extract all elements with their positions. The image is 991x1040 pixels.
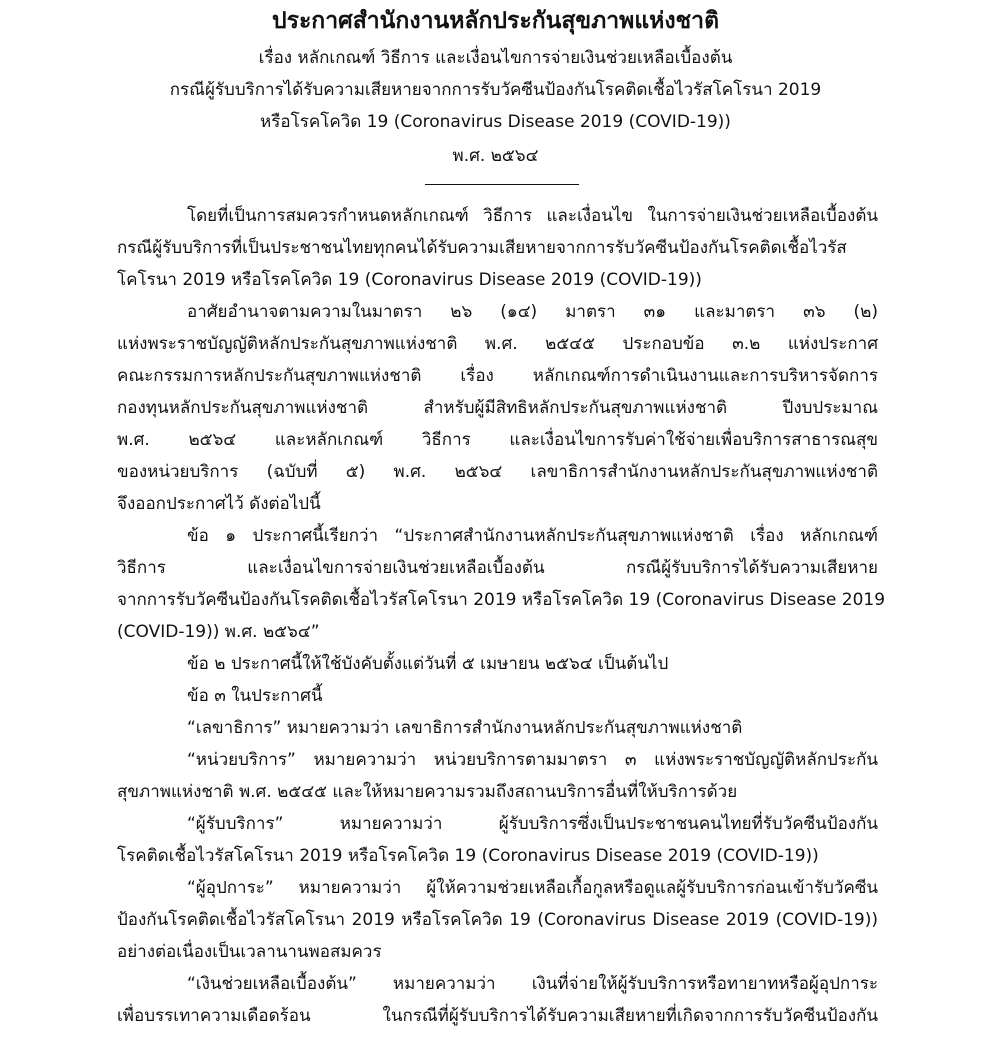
definition-line: สุขภาพแห่งชาติ พ.ศ. ๒๕๔๕ และให้หมายความรวมถึงสถานบริการอื่นที่ให้บริการด้วย	[117, 782, 738, 802]
clause-1-line: จากการรับวัคซีนป้องกันโรคติดเชื้อไวรัสโคโรนา 2019 หรือโรคโควิด 19 (Coronavirus Disease 2019	[117, 590, 886, 610]
definition-line: “เงินช่วยเหลือเบื้องต้น” หมายความว่า เงินที่จ่ายให้ผู้รับบริการหรือทายาทหรือผู้อุปการะ	[187, 974, 878, 994]
body-line: โคโรนา 2019 หรือโรคโควิด 19 (Coronavirus Disease 2019 (COVID-19))	[117, 270, 702, 290]
definition-line: “หน่วยบริการ” หมายความว่า หน่วยบริการตามมาตรา ๓ แห่งพระราชบัญญัติหลักประกัน	[187, 750, 878, 770]
definition-line: “ผู้รับบริการ” หมายความว่า ผู้รับบริการซึ่งเป็นประชาชนคนไทยที่รับวัคซีนป้องกัน	[187, 814, 878, 834]
definition-line: เพื่อบรรเทาความเดือดร้อน ในกรณีที่ผู้รับบริการได้รับความเสียหายที่เกิดจากการรับวัคซีนป้องกัน	[117, 1006, 878, 1026]
body-line: คณะกรรมการหลักประกันสุขภาพแห่งชาติ เรื่อง หลักเกณฑ์การดำเนินงานและการบริหารจัดการ	[117, 366, 878, 386]
definition-line: ป้องกันโรคติดเชื้อไวรัสโคโรนา 2019 หรือโรคโควิด 19 (Coronavirus Disease 2019 (COVID-19))	[117, 910, 878, 930]
body-line: อาศัยอำนาจตามความในมาตรา ๒๖ (๑๔) มาตรา ๓๑ และมาตรา ๓๖ (๒)	[187, 302, 878, 322]
definition-line: “เลขาธิการ” หมายความว่า เลขาธิการสำนักงานหลักประกันสุขภาพแห่งชาติ	[187, 718, 743, 738]
subject-line-1: เรื่อง หลักเกณฑ์ วิธีการ และเงื่อนไขการจ่ายเงินช่วยเหลือเบื้องต้น	[258, 48, 733, 68]
definition-line: โรคติดเชื้อไวรัสโคโรนา 2019 หรือโรคโควิด 19 (Coronavirus Disease 2019 (COVID-19))	[117, 846, 819, 866]
body-line: กรณีผู้รับบริการที่เป็นประชาชนไทยทุกคนได้รับความเสียหายจากการรับวัคซีนป้องกันโรคติดเชื้อไวรัส	[117, 238, 847, 258]
clause-1-line: (COVID-19)) พ.ศ. ๒๕๖๔”	[117, 622, 320, 642]
body-line: โดยที่เป็นการสมควรกำหนดหลักเกณฑ์ วิธีการ และเงื่อนไข ในการจ่ายเงินช่วยเหลือเบื้องต้น	[187, 206, 878, 226]
definition-line: อย่างต่อเนื่องเป็นเวลานานพอสมควร	[117, 942, 382, 962]
body-line: กองทุนหลักประกันสุขภาพแห่งชาติ สำหรับผู้มีสิทธิหลักประกันสุขภาพแห่งชาติ ปีงบประมาณ	[117, 398, 878, 418]
clause-1-line: วิธีการ และเงื่อนไขการจ่ายเงินช่วยเหลือเบื้องต้น กรณีผู้รับบริการได้รับความเสียหาย	[117, 558, 878, 578]
subject-line-2: กรณีผู้รับบริการได้รับความเสียหายจากการรับวัคซีนป้องกันโรคติดเชื้อไวรัสโคโรนา 2019	[169, 80, 822, 100]
body-line: พ.ศ. ๒๕๖๔ และหลักเกณฑ์ วิธีการ และเงื่อนไขการรับค่าใช้จ่ายเพื่อบริการสาธารณสุข	[117, 430, 878, 450]
definition-line: “ผู้อุปการะ” หมายความว่า ผู้ให้ความช่วยเหลือเกื้อกูลหรือดูแลผู้รับบริการก่อนเข้ารับวัคซีน	[187, 878, 878, 898]
body-line: แห่งพระราชบัญญัติหลักประกันสุขภาพแห่งชาติ พ.ศ. ๒๕๔๕ ประกอบข้อ ๓.๒ แห่งประกาศ	[117, 334, 878, 354]
subject-line-3: หรือโรคโควิด 19 (Coronavirus Disease 2019 (COVID-19))	[260, 112, 731, 132]
clause-1-line: ข้อ ๑ ประกาศนี้เรียกว่า “ประกาศสำนักงานหลักประกันสุขภาพแห่งชาติ เรื่อง หลักเกณฑ์	[187, 526, 878, 546]
document-title: ประกาศสำนักงานหลักประกันสุขภาพแห่งชาติ	[271, 8, 720, 34]
clause-2-line: ข้อ ๒ ประกาศนี้ให้ใช้บังคับตั้งแต่วันที่ ๕ เมษายน ๒๕๖๔ เป็นต้นไป	[187, 654, 669, 674]
document-year: พ.ศ. ๒๕๖๔	[452, 146, 539, 166]
title-divider	[425, 184, 579, 185]
body-line: จึงออกประกาศไว้ ดังต่อไปนี้	[117, 494, 321, 514]
clause-3-line: ข้อ ๓ ในประกาศนี้	[187, 686, 323, 706]
body-line: ของหน่วยบริการ (ฉบับที่ ๕) พ.ศ. ๒๕๖๔ เลขาธิการสำนักงานหลักประกันสุขภาพแห่งชาติ	[117, 462, 878, 482]
